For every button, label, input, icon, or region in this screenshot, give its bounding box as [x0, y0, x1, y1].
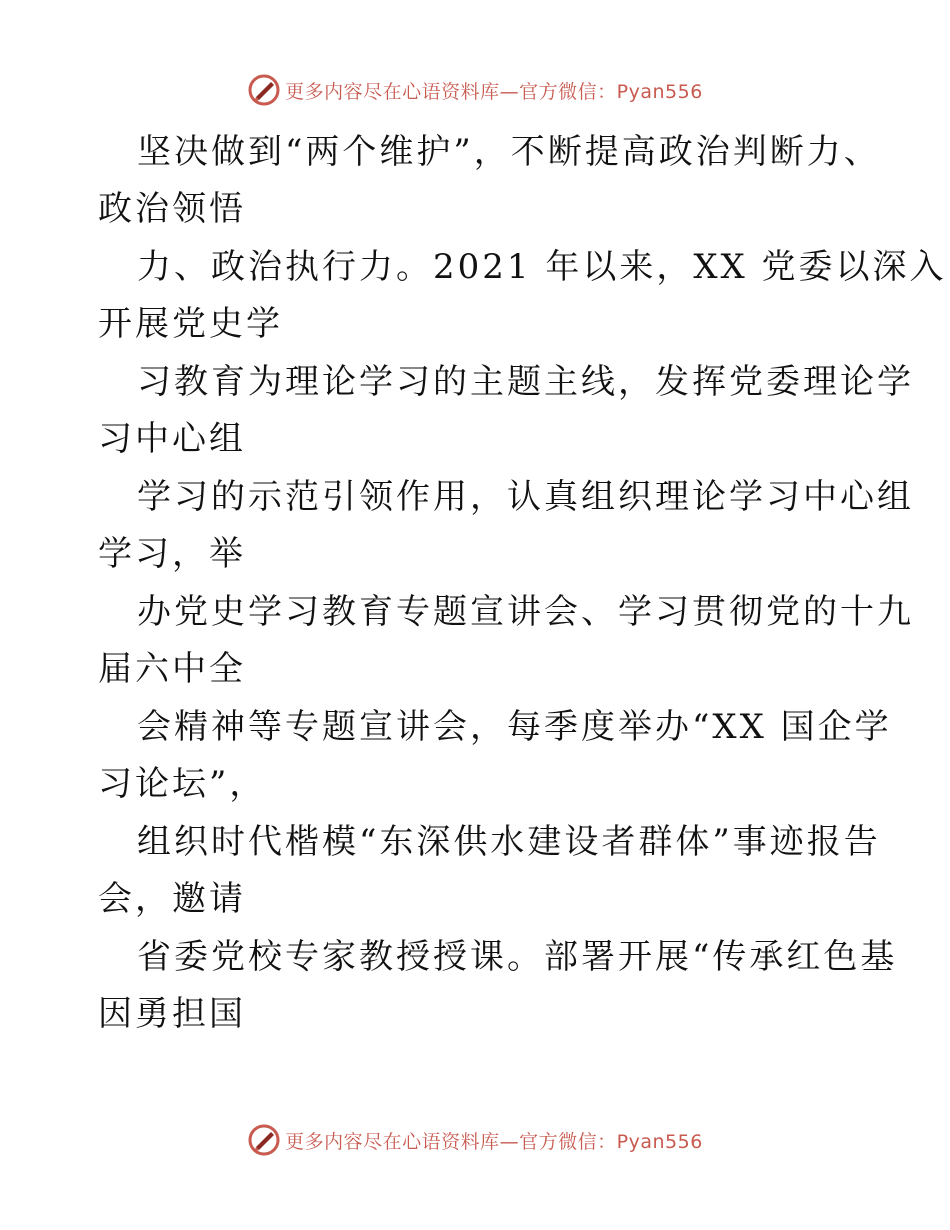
text-line: 届六中全 [98, 649, 246, 689]
header-watermark [0, 70, 950, 110]
text-line: 习教育为理论学习的主题主线，发挥党委理论学 [137, 362, 914, 402]
text-line: 组织时代楷模“东深供水建设者群体”事迹报告 [137, 822, 881, 862]
text-line: 省委党校专家教授授课。部署开展“传承红色基 [137, 937, 898, 977]
text-line: 办党史学习教育专题宣讲会、学习贯彻党的十九 [137, 592, 914, 632]
text-line: 力、政治执行力。2021 年以来，XX 党委以深入 [137, 247, 947, 287]
text-line: 政治领悟 [98, 189, 246, 229]
text-line: 因勇担国 [98, 994, 246, 1034]
text-line: 会，邀请 [98, 879, 246, 919]
text-line: 学习，举 [98, 534, 246, 574]
text-line: 坚决做到“两个维护”，不断提高政治判断力、 [137, 132, 881, 172]
logo-icon [247, 73, 281, 107]
text-line: 习论坛”， [98, 764, 267, 804]
text-line: 会精神等专题宣讲会，每季度举办“XX 国企学 [137, 707, 892, 747]
footer-watermark [0, 1120, 950, 1160]
logo-icon [247, 1123, 281, 1157]
watermark-text: 更多内容尽在心语资料库—官方微信：Pyan556 [285, 80, 703, 103]
text-line: 学习的示范引领作用，认真组织理论学习中心组 [137, 477, 914, 517]
text-line: 习中心组 [98, 419, 246, 459]
watermark-text: 更多内容尽在心语资料库—官方微信：Pyan556 [285, 1130, 703, 1153]
text-line: 开展党史学 [98, 304, 283, 344]
